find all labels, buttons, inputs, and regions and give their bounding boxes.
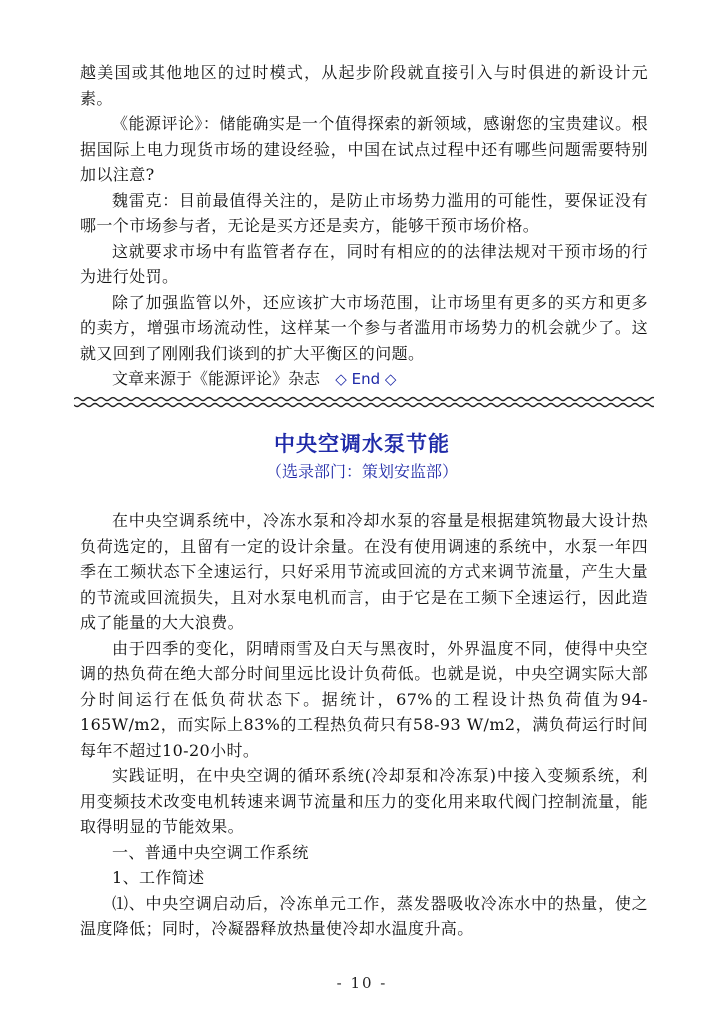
wavy-divider — [74, 395, 654, 409]
upper-text-block — [80, 60, 648, 393]
article-body — [80, 508, 648, 942]
paragraph-market-scope: 除了加强监管以外，还应该扩大市场范围，让市场里有更多的买方和更多的卖方，增强市场流动性，这样某一个参与者滥用市场势力的机会就少了。这就又回到了刚刚我们谈到的扩大平衡区的问题。 — [80, 292, 648, 363]
source-line — [80, 366, 648, 393]
end-mark: ◇ End ◇ — [335, 370, 397, 388]
page-number: - 10 - — [336, 974, 388, 992]
paragraph-intro: 在中央空调系统中，冷冻水泵和冷却水泵的容量是根据建筑物最大设计热负荷选定的，且留有一定的设计余量。在没有使用调速的系统中，水泵一年四季在工频状态下全速运行，只好采用节流或回流的方式来调节流量，产生大量的节流或回流损失，且对水泵电机而言，由于它是在工频下全速运行，因此造成了能量的大大浪费。 — [80, 511, 648, 632]
article-title: 中央空调水泵节能 — [274, 432, 450, 456]
paragraph-regulation: 这就要求市场中有监管者存在，同时有相应的的法律法规对干预市场的行为进行处罚。 — [80, 241, 648, 286]
paragraph-load-stats: 由于四季的变化，阴晴雨雪及白天与黑夜时，外界温度不同，使得中央空调的热负荷在绝大部分时间里远比设计负荷低。也就是说，中央空调实际大部分时间运行在低负荷状态下。据统计，67%的工程设计热负荷值为94-165W/m2，而实际上83%的工程热负荷只有58-93 W/m2，满负荷运行时间每年不超过10-20小时。 — [80, 638, 648, 760]
paragraph-continuation: 越美国或其他地区的过时模式，从起步阶段就直接引入与时俱进的新设计元素。 — [80, 63, 648, 108]
paragraph-step-1: ⑴、中央空调启动后，冷冻单元工作，蒸发器吸收冷冻水中的热量，使之温度降低；同时，冷凝器释放热量使冷却水温度升高。 — [80, 893, 648, 938]
paragraph-answer: 魏雷克：目前最值得关注的，是防止市场势力滥用的可能性，要保证没有哪一个市场参与者，无论是买方还是卖方，能够干预市场价格。 — [80, 190, 648, 235]
paragraph-question: 《能源评论》：储能确实是一个值得探索的新领域，感谢您的宝贵建议。根据国际上电力现货市场的建设经验，中国在试点过程中还有哪些问题需要特别加以注意? — [80, 114, 648, 184]
section-heading-2: 1、工作简述 — [112, 868, 205, 887]
paragraph-practice: 实践证明，在中央空调的循环系统(冷却泵和冷冻泵)中接入变频系统，利用变频技术改变电机转速来调节流量和压力的变化用来取代阀门控制流量，能取得明显的节能效果。 — [80, 766, 648, 836]
article-subtitle: （选录部门：策划安监部） — [265, 462, 458, 481]
section-heading-1: 一、普通中央空调工作系统 — [112, 842, 309, 862]
source-text: 文章来源于《能源评论》杂志 — [112, 369, 321, 388]
